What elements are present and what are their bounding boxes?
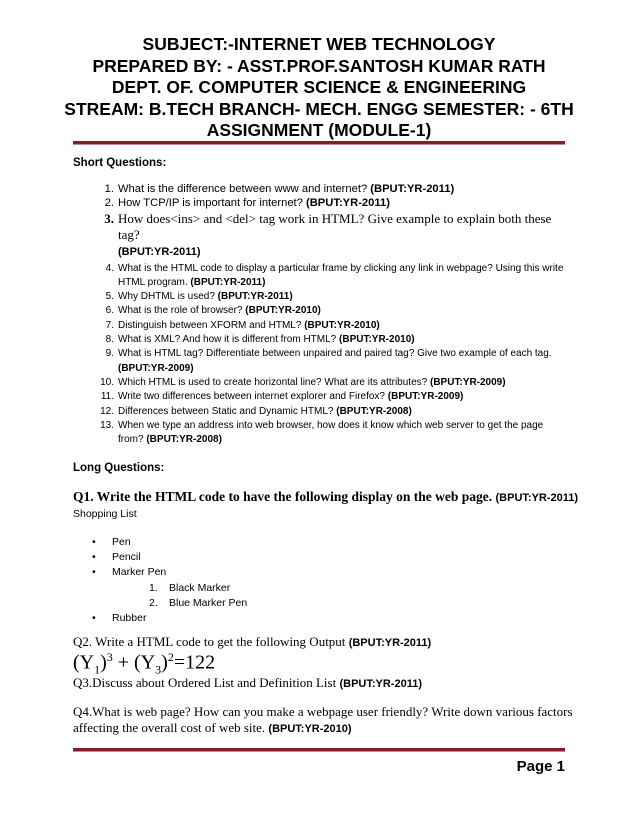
long-question-4: Q4.What is web page? How can you make a webpage user friendly? Write down various factors affecting the overall cost of web site. (BPUT:YR-2010): [73, 704, 573, 735]
header-subject: SUBJECT:-INTERNET WEB TECHNOLOGY: [142, 34, 496, 54]
list-item: 13. When we type an address into web browser, how does it know which web server to get the page from? (BPUT:YR-2008): [100, 419, 544, 446]
list-item: 6. What is the role of browser? (BPUT:YR-2010): [105, 305, 321, 317]
short-questions-title: Short Questions:: [73, 157, 167, 169]
footer-divider: [73, 748, 565, 752]
header-assignment: ASSIGNMENT (MODULE-1): [206, 120, 432, 140]
bullet-icon: •: [92, 536, 96, 548]
shopping-list: [92, 535, 248, 626]
list-item: • Pen: [112, 535, 247, 550]
list-item: • Rubber: [112, 611, 247, 626]
list-item: • Marker Pen 1. Black Marker 2. Blue Marker Pen: [112, 565, 247, 611]
page-number: Page 1: [516, 758, 565, 775]
long-question-3: Q3.Discuss about Ordered List and Definition List (BPUT:YR-2011): [73, 675, 422, 690]
header-department: DEPT. OF. COMPUTER SCIENCE & ENGINEERING: [111, 77, 527, 97]
bullet-icon: •: [92, 612, 96, 625]
list-item: • Pencil: [112, 550, 247, 565]
header-prepared-by: PREPARED BY: - ASST.PROF.SANTOSH KUMAR RATH: [92, 55, 546, 76]
marker-sub-list: [112, 581, 247, 611]
list-item: 1. What is the difference between www and internet? (BPUT:YR-2011): [104, 183, 455, 195]
list-item: 12. Differences between Static and Dynamic HTML? (BPUT:YR-2008): [100, 405, 412, 417]
list-item: 3. How does<ins> and <del> tag work in HTML? Give example to explain both these tag? (BPUT:YR-2011): [104, 210, 552, 258]
formula-output: $(Y_1)^3 + (Y_3)^2=122$: [73, 650, 216, 677]
shopping-list-title: Shopping List: [73, 508, 137, 520]
list-item: 2. Blue Marker Pen: [149, 596, 248, 609]
list-item: 7. Distinguish between XFORM and HTML? (BPUT:YR-2010): [105, 319, 380, 331]
list-item: 2. How TCP/IP is important for internet? (BPUT:YR-2011): [104, 197, 390, 210]
long-question-2: Q2. Write a HTML code to get the following Output (BPUT:YR-2011): [73, 634, 432, 649]
header-stream: STREAM: B.TECH BRANCH- MECH. ENGG SEMESTER: - 6TH: [64, 98, 574, 119]
list-item: 11. Write two differences between internet explorer and Firefox? (BPUT:YR-2009): [100, 391, 464, 403]
list-item: 10. Which HTML is used to create horizontal line? What are its attributes? (BPUT:YR-2009): [100, 376, 506, 388]
bullet-icon: •: [92, 551, 96, 564]
document-header: [40, 34, 598, 142]
header-divider: [73, 141, 565, 145]
list-item: 1. Black Marker: [149, 581, 231, 594]
list-item: 8. What is XML? And how it is different from HTML? (BPUT:YR-2010): [105, 334, 415, 346]
bullet-icon: •: [92, 566, 96, 579]
list-item: 9. What is HTML tag? Differentiate between unpaired and paired tag? Give two example of each tag. (BPUT:YR-2009): [105, 348, 552, 374]
list-item: 5. Why DHTML is used? (BPUT:YR-2011): [105, 291, 293, 303]
list-item: 4. What is the HTML code to display a particular frame by clicking any link in webpage? Using this write HTML program. (BPUT:YR-2011): [105, 262, 564, 288]
short-questions-list: [100, 182, 568, 447]
long-questions-title: Long Questions:: [73, 462, 165, 474]
long-question-1: Q1. Write the HTML code to have the following display on the web page. (BPUT:YR-2011): [73, 489, 579, 504]
